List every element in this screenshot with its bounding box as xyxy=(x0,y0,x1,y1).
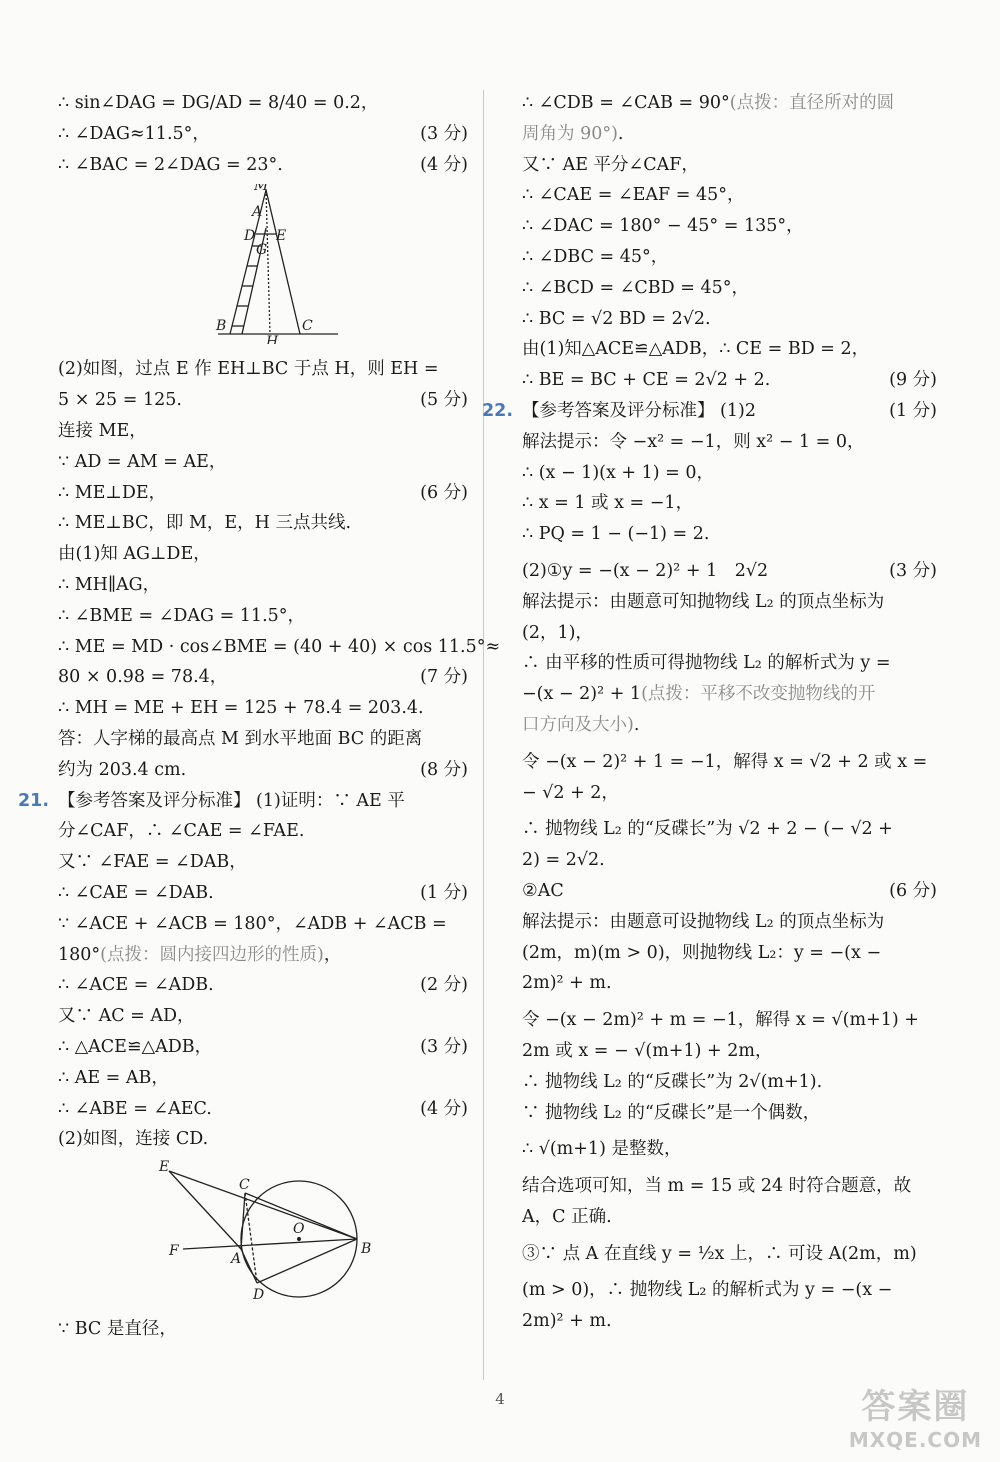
text-line xyxy=(522,587,937,618)
score-label: (7 分) xyxy=(420,667,468,688)
ladder-point-label: D xyxy=(244,228,256,245)
right-column xyxy=(482,88,937,1337)
line-text: ∴ x = 1 或 x = −1， xyxy=(522,493,694,514)
text-line xyxy=(58,755,468,786)
text-line xyxy=(522,648,937,679)
ladder-point-label: E xyxy=(276,228,287,245)
text-line xyxy=(58,150,468,181)
text-line xyxy=(58,693,468,724)
circle-point-label: D xyxy=(253,1287,265,1304)
line-text: 令 −(x − 2)² + 1 = −1，解得 x = √2 + 2 或 x = xyxy=(522,751,928,772)
line-text: 2m)² + m. xyxy=(522,1311,612,1332)
line-fb xyxy=(183,1239,357,1249)
text-line xyxy=(522,488,937,519)
line-text: ∴ ∠DBC = 45°， xyxy=(522,246,669,267)
text-line xyxy=(522,1098,937,1129)
text-line xyxy=(522,88,937,119)
line-text: ∴ ∠DAG≈11.5°， xyxy=(58,123,210,144)
text-line xyxy=(522,119,937,150)
text-line xyxy=(58,632,501,663)
text-line xyxy=(522,242,937,273)
page-number: 4 xyxy=(495,1390,505,1408)
text-line xyxy=(522,427,937,458)
line-text: ∴ ∠BAC = 2∠DAG = 23°. xyxy=(58,154,283,175)
score-label: (6 分) xyxy=(889,880,937,901)
watermark-line2: MXQE.COM xyxy=(848,1428,982,1452)
score-label: (3 分) xyxy=(889,560,937,581)
line-text: 又∵ AC = AD， xyxy=(58,1006,195,1027)
text-line xyxy=(58,662,468,693)
line-text: (2，1)， xyxy=(522,622,593,643)
line-text: −(x − 2)² + 1 xyxy=(522,684,642,705)
line-text: 约为 203.4 cm. xyxy=(58,759,187,780)
line-text: 【参考答案及评分标准】 (1)证明：∵ AE 平 xyxy=(58,790,405,811)
line-eb xyxy=(169,1171,357,1239)
text-line xyxy=(58,724,468,755)
circle-point-label: A xyxy=(231,1251,242,1268)
line-text: 2m)² + m. xyxy=(522,973,612,994)
line-text: 结合选项可知，当 m = 15 或 24 时符合题意，故 xyxy=(522,1176,912,1197)
score-label: (4 分) xyxy=(420,1098,468,1119)
line-text: ∴ 抛物线 L₂ 的“反碟长”为 √2 + 2 − (− √2 + xyxy=(522,819,893,840)
score-label: (6 分) xyxy=(420,482,468,503)
line-text: ∵ BC 是直径， xyxy=(58,1319,177,1340)
text-line xyxy=(522,1239,937,1270)
line-text-tail: . xyxy=(617,123,624,144)
text-line xyxy=(18,786,468,817)
line-text: 分∠CAF，∴ ∠CAE = ∠FAE. xyxy=(58,821,305,842)
score-label: (9 分) xyxy=(889,370,937,391)
text-line xyxy=(522,1134,937,1165)
line-text: ∴ 由平移的性质可得抛物线 L₂ 的解析式为 y = xyxy=(522,653,891,674)
line-text: ∴ ME⊥DE， xyxy=(58,482,167,503)
line-text: ∴ ME = MD · cos∠BME = (40 + 40) × cos 11.5°≈ xyxy=(58,636,501,657)
line-text: 又∵ ∠FAE = ∠DAB， xyxy=(58,852,247,873)
score-label: (1 分) xyxy=(889,400,937,421)
line-text: ∴ ME⊥BC，即 M，E，H 三点共线. xyxy=(58,513,352,534)
text-line xyxy=(58,416,468,447)
line-text: ∴ △ACE≌△ADB， xyxy=(58,1036,213,1057)
text-line xyxy=(522,618,937,649)
line-text: ∴ ∠DAC = 180° − 45° = 135°， xyxy=(522,216,804,237)
line-text: 连接 ME， xyxy=(58,420,147,441)
text-line xyxy=(58,478,468,509)
text-line xyxy=(522,679,937,710)
line-text: (m > 0)，∴ 抛物线 L₂ 的解析式为 y = −(x − xyxy=(522,1280,893,1301)
line-text: ②AC xyxy=(522,880,564,901)
score-label: (5 分) xyxy=(420,390,468,411)
text-line xyxy=(522,1067,937,1098)
line-text: ∴ (x − 1)(x + 1) = 0， xyxy=(522,462,715,483)
line-text: ∴ MH = ME + EH = 125 + 78.4 = 203.4. xyxy=(58,698,424,719)
text-line xyxy=(522,180,937,211)
text-line xyxy=(522,1306,937,1337)
text-line xyxy=(522,304,937,335)
text-line xyxy=(522,211,937,242)
line-text: ∴ ∠ACE = ∠ADB. xyxy=(58,975,214,996)
circle-figure-wrap xyxy=(58,1159,468,1308)
line-text: ∴ ∠CAE = ∠EAF = 45°， xyxy=(522,185,745,206)
line-text: 解法提示：由题意可设抛物线 L₂ 的顶点坐标为 xyxy=(522,911,885,932)
text-line xyxy=(58,385,468,416)
text-line xyxy=(522,334,937,365)
text-line xyxy=(482,396,937,427)
text-line xyxy=(58,1063,468,1094)
line-text: 180° xyxy=(58,944,101,965)
text-line xyxy=(522,845,937,876)
score-label: (8 分) xyxy=(420,759,468,780)
text-line xyxy=(58,940,468,971)
line-text: ∴ ∠ABE = ∠AEC. xyxy=(58,1098,212,1119)
line-text-tail: . xyxy=(633,714,640,735)
ladder-point-label: C xyxy=(302,318,313,335)
line-text: 令 −(x − 2m)² + m = −1，解得 x = √(m+1) + xyxy=(522,1010,919,1031)
watermark-logo xyxy=(849,1379,982,1452)
score-label: (1 分) xyxy=(420,882,468,903)
text-line xyxy=(58,1094,468,1125)
ladder-figure-wrap xyxy=(58,184,468,348)
text-line xyxy=(58,119,468,150)
line-text: (2)①y = −(x − 2)² + 1 2√2 xyxy=(522,560,769,581)
text-line xyxy=(58,601,468,632)
text-line xyxy=(522,1171,937,1202)
line-text: ∴ √(m+1) 是整数， xyxy=(522,1139,682,1160)
line-text: ∵ ∠ACE + ∠ACB = 180°，∠ADB + ∠ACB = xyxy=(58,913,447,934)
hint-text: 周角为 90°) xyxy=(522,123,618,144)
text-line xyxy=(522,747,937,778)
line-text: 由(1)知 AG⊥DE， xyxy=(58,544,211,565)
line-text: 80 × 0.98 = 78.4， xyxy=(58,667,228,688)
ladder-point-label: G xyxy=(256,242,268,259)
line-text-tail: ， xyxy=(323,944,342,965)
line-text: (2)如图，连接 CD. xyxy=(58,1129,209,1150)
text-line xyxy=(58,88,468,119)
text-line xyxy=(522,1202,937,1233)
ladder-point-label: A xyxy=(252,204,263,221)
circle-point-label: C xyxy=(239,1177,250,1194)
text-line xyxy=(58,847,468,878)
ladder-figure xyxy=(208,184,358,344)
text-line xyxy=(58,878,468,909)
line-text: ∴ BE = BC + CE = 2√2 + 2. xyxy=(522,370,771,391)
line-text: ∴ MH∥AG， xyxy=(58,574,161,595)
text-line xyxy=(522,814,937,845)
line-text: 答：人字梯的最高点 M 到水平地面 BC 的距离 xyxy=(58,728,423,749)
line-text: ∴ 抛物线 L₂ 的“反碟长”为 2√(m+1). xyxy=(522,1071,823,1092)
text-line xyxy=(522,556,937,587)
text-line xyxy=(58,1314,468,1345)
ladder-point-label: M xyxy=(254,184,269,195)
line-db xyxy=(257,1239,357,1283)
text-line xyxy=(58,970,468,1001)
question-number: 22. xyxy=(482,400,514,421)
line-text: ∴ sin∠DAG = DG/AD = 8/40 = 0.2， xyxy=(58,93,379,113)
text-line xyxy=(58,447,468,478)
height-line xyxy=(266,190,270,334)
line-text: ∴ ∠BME = ∠DAG = 11.5°， xyxy=(58,605,306,626)
text-line xyxy=(58,570,468,601)
text-line xyxy=(522,519,937,550)
text-line xyxy=(522,1005,937,1036)
column-divider xyxy=(483,90,484,1380)
line-text: 【参考答案及评分标准】 (1)2 xyxy=(522,400,756,421)
text-line xyxy=(58,354,468,385)
ladder-point-label: B xyxy=(216,318,227,335)
line-text: 又∵ AE 平分∠CAF， xyxy=(522,154,699,175)
circle-point-label: O xyxy=(293,1221,305,1238)
text-line xyxy=(58,539,468,570)
ladder-right-leg xyxy=(266,190,300,334)
text-line xyxy=(58,816,468,847)
text-line xyxy=(58,909,468,940)
text-line xyxy=(522,876,937,907)
line-text: ∴ PQ = 1 − (−1) = 2. xyxy=(522,524,710,545)
text-line xyxy=(58,1001,468,1032)
line-text: ∴ ∠BCD = ∠CBD = 45°， xyxy=(522,277,750,298)
line-ad xyxy=(241,1249,257,1283)
circle-point-label: E xyxy=(159,1159,170,1176)
line-text: 2m 或 x = − √(m+1) + 2m， xyxy=(522,1040,773,1061)
line-text: ∴ AE = AB， xyxy=(58,1067,169,1088)
text-line xyxy=(522,968,937,999)
text-line xyxy=(522,273,937,304)
line-text: ∴ BC = √2 BD = 2√2. xyxy=(522,308,711,329)
line-ea xyxy=(169,1171,241,1249)
text-line xyxy=(522,1275,937,1306)
text-line xyxy=(522,907,937,938)
circle-point-label: F xyxy=(169,1243,179,1260)
hint-text: (点拨：直径所对的圆 xyxy=(729,93,895,113)
text-line xyxy=(522,778,937,809)
hint-text: (点拨：圆内接四边形的性质) xyxy=(100,944,324,965)
text-line xyxy=(522,1036,937,1067)
line-text: 2) = 2√2. xyxy=(522,850,605,871)
score-label: (3 分) xyxy=(420,1036,468,1057)
score-label: (2 分) xyxy=(420,975,468,996)
text-line xyxy=(58,1124,468,1155)
line-text: ∵ AD = AM = AE， xyxy=(58,451,227,472)
score-label: (4 分) xyxy=(420,154,468,175)
text-line xyxy=(522,150,937,181)
text-line xyxy=(522,365,937,396)
line-text: ③∵ 点 A 在直线 y = ½x 上，∴ 可设 A(2m，m) xyxy=(522,1243,917,1264)
score-label: (3 分) xyxy=(420,123,468,144)
line-text: 解法提示：令 −x² = −1，则 x² − 1 = 0， xyxy=(522,431,865,452)
line-text: (2m，m)(m > 0)，则抛物线 L₂：y = −(x − xyxy=(522,942,882,963)
circle-point-label: B xyxy=(361,1241,372,1258)
line-text: ∴ ∠CDB = ∠CAB = 90° xyxy=(522,93,730,113)
center-point xyxy=(297,1237,301,1241)
line-text: A，C 正确. xyxy=(522,1206,612,1227)
line-text: − √2 + 2， xyxy=(522,782,619,803)
line-text: (2)如图，过点 E 作 EH⊥BC 于点 H，则 EH = xyxy=(58,359,439,380)
hint-text: (点拨：平移不改变抛物线的开 xyxy=(641,684,876,705)
ladder-point-label: H xyxy=(266,334,279,345)
hint-text: 口方向及大小) xyxy=(522,714,634,735)
circle-figure xyxy=(153,1159,393,1304)
text-line xyxy=(522,938,937,969)
line-text: ∵ 抛物线 L₂ 的“反碟长”是一个偶数， xyxy=(522,1102,821,1123)
line-text: ∴ ∠CAE = ∠DAB. xyxy=(58,882,214,903)
text-line xyxy=(522,458,937,489)
text-line xyxy=(522,710,937,741)
line-text: 5 × 25 = 125. xyxy=(58,390,182,411)
text-line xyxy=(58,508,468,539)
watermark-line1: 答案圈 xyxy=(861,1387,970,1427)
question-number: 21. xyxy=(18,790,50,811)
text-line xyxy=(58,1032,468,1063)
line-text: 解法提示：由题意可知抛物线 L₂ 的顶点坐标为 xyxy=(522,591,885,612)
line-text: 由(1)知△ACE≌△ADB，∴ CE = BD = 2， xyxy=(522,339,870,360)
